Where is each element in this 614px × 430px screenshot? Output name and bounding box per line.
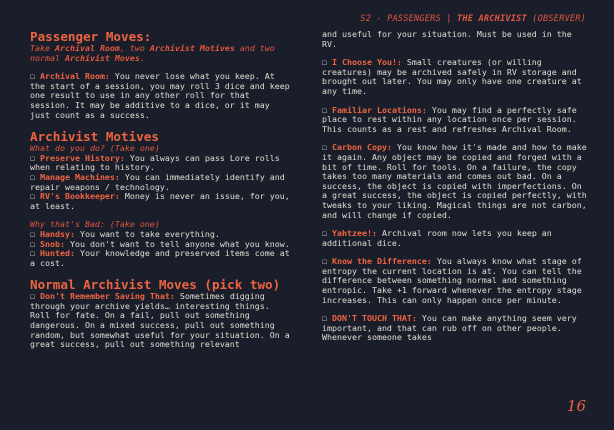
- checkbox-icon[interactable]: ☐: [322, 104, 327, 115]
- checkbox-icon[interactable]: ☐: [322, 256, 327, 267]
- passenger-moves-intro: Take Archival Room, two Archivist Motives and two normal Archivist Moves.: [30, 43, 275, 63]
- normal-move: ☐ Carbon Copy: You know how it's made and how to make it again. Any object may be copied and forged with a bit of time. Roll for tools. On a failure, the copy takes too many materials and comes out bad. On a success, the object is copied with imperfections. On a great success, the object is copied perfectly, with tweaks to your liking. Magical things are not carbon, and will change if copied.: [322, 142, 587, 220]
- checkbox-icon[interactable]: ☐: [322, 142, 327, 153]
- normal-move: ☐ Don't Remember Saving That: Sometimes digging through your archive yields… interesting things. Roll for fate. On a fail, pull out something dangerous. On a mixed success, pull out something random, but somewhat useful for your situation. On a great success, pull out something relevant: [30, 291, 290, 350]
- motive-item: ☐ RV's Bookkeeper: Money is never an issue, for you, at least.: [30, 191, 290, 211]
- motive-item: ☐ Preserve History: You always can pass Lore rolls when relating to history.: [30, 152, 280, 173]
- normal-move: ☐ DON'T TOUCH THAT: You can make anything seem very important, and that can rub off on other people. Whenever someone takes: [322, 313, 577, 343]
- archivist-motives-heading: Archivist Motives: [30, 129, 159, 145]
- bad-item: ☐ Snob: You don't want to tell anyone what you know.: [30, 238, 290, 249]
- checkbox-icon[interactable]: ☐: [30, 228, 35, 239]
- motives-question: What do you do? (Take one): [30, 143, 160, 154]
- checkbox-icon[interactable]: ☐: [322, 57, 327, 68]
- checkbox-icon[interactable]: ☐: [30, 171, 35, 182]
- checkbox-icon[interactable]: ☐: [322, 313, 327, 324]
- normal-moves-heading: Normal Archivist Moves (pick two): [30, 277, 281, 293]
- normal-move: ☐ Familiar Locations: You may find a perfectly safe place to rest within any location once per session. This counts as a rest and refreshes Archival Room.: [322, 104, 577, 134]
- move-text: You never lose what you keep. At the start of a session, you may roll 3 dice and keep one result to use in any other roll for that session. It may be additive to a dice, or it may just count as a success.: [30, 71, 290, 120]
- header-prefix: S2 - PASSENGERS |: [360, 14, 457, 24]
- bad-item: ☐ Hunted: Your knowledge and preserved items come at a cost.: [30, 248, 290, 268]
- checkbox-icon[interactable]: ☐: [30, 238, 35, 249]
- left-column: [30, 0, 292, 350]
- normal-move: ☐ Yahtzee!: Archival room now lets you keep an additional dice.: [322, 228, 552, 248]
- archival-room-move: [30, 72, 292, 120]
- checkbox-icon[interactable]: ☐: [30, 248, 35, 259]
- header-suffix: (OBSERVER): [526, 14, 586, 24]
- right-column: [322, 0, 588, 343]
- checkbox-icon[interactable]: ☐: [30, 191, 35, 202]
- normal-move: ☐ Know the Difference: You always know what stage of entropy the current location is at. You can tell the difference between something normal and something entropic. Take +1 forward whenever the entropy stage increases. This can only happen once per minute.: [322, 256, 582, 305]
- checkbox-icon[interactable]: ☐: [30, 71, 35, 82]
- bad-item: ☐ Handsy: You want to take everything.: [30, 228, 220, 239]
- move-name: Archival Room:: [40, 71, 110, 82]
- continuation-text: and useful for your situation. Must be used in the RV.: [322, 29, 572, 49]
- normal-move: ☐ I Choose You!: Small creatures (or willing creatures) may be archived safely in RV storage and brought out later. You may only have one creature at any time.: [322, 57, 582, 96]
- page-number: 16: [566, 397, 586, 415]
- passenger-moves-heading: Passenger Moves:: [30, 29, 152, 44]
- motive-item: ☐ Manage Machines: You can immediately identify and repair weapons / technology.: [30, 171, 285, 192]
- header-title: THE ARCHIVIST: [457, 14, 527, 24]
- checkbox-icon[interactable]: ☐: [30, 152, 35, 163]
- bad-question: Why that's Bad: (Take one): [30, 219, 160, 230]
- checkbox-icon[interactable]: ☐: [322, 228, 327, 239]
- checkbox-icon[interactable]: ☐: [30, 291, 35, 302]
